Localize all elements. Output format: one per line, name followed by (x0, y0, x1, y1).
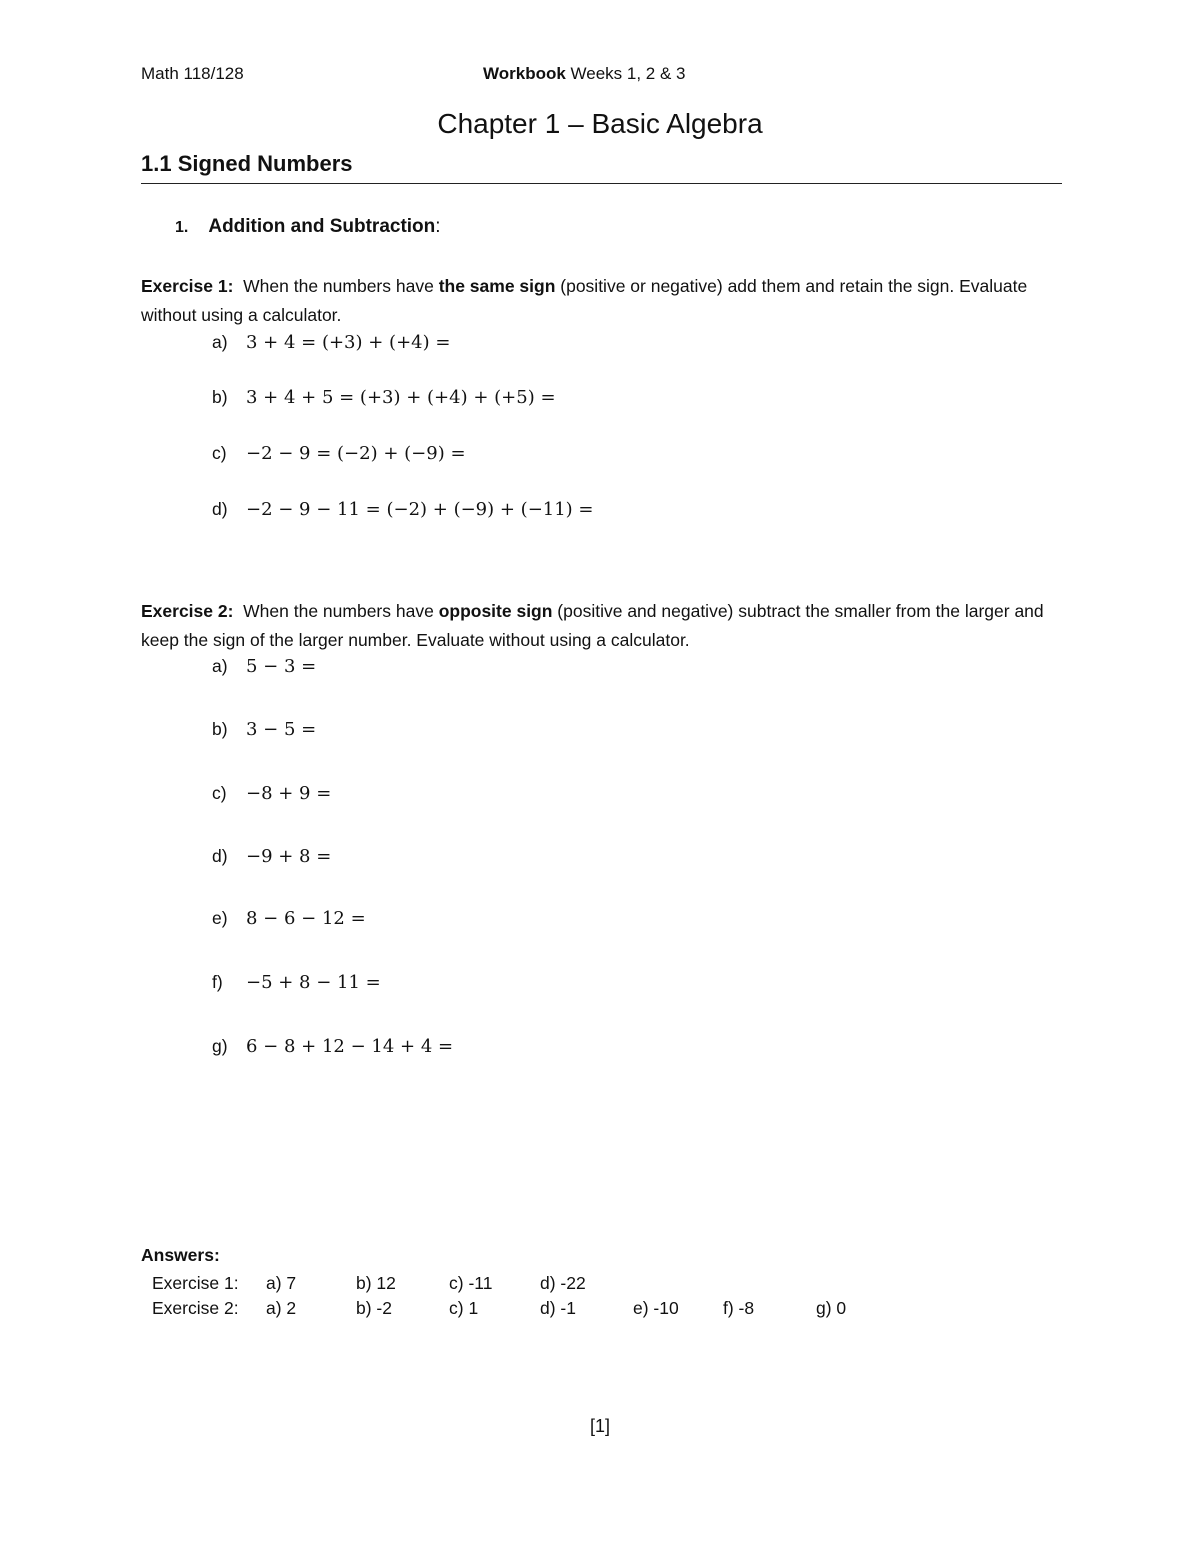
item-label: b) (212, 387, 228, 407)
exercise1-text-after: (positive or negative) add them and retain the sign. Evaluate without using a calculator. (141, 276, 1028, 325)
answer-value: e) -10 (633, 1298, 679, 1318)
item-label: e) (212, 908, 228, 928)
exercise1-label: Exercise 1: (141, 276, 234, 296)
answer-value: b) 12 (356, 1273, 396, 1293)
exercise1-item (212, 387, 556, 408)
exercise1-text-before: When the numbers have (233, 276, 439, 296)
subsection-heading (175, 216, 441, 238)
item-expression: 3 + 4 + 5 = (+3) + (+4) + (+5) = (246, 387, 556, 408)
header-title-rest: Weeks 1, 2 & 3 (565, 64, 686, 83)
item-label: f) (212, 972, 223, 992)
item-label: g) (212, 1036, 228, 1056)
exercise2-item (212, 972, 381, 993)
page-number: [1] (589, 1416, 610, 1436)
subsection-suffix: : (435, 216, 441, 237)
answer-value: a) 7 (266, 1273, 297, 1293)
item-expression: 6 − 8 + 12 − 14 + 4 = (246, 1036, 454, 1057)
section-rule (141, 183, 1062, 184)
item-label: a) (212, 656, 228, 676)
item-label: a) (212, 332, 228, 352)
exercise2-item (212, 1036, 453, 1057)
item-label: c) (212, 443, 227, 463)
section-title: 1.1 Signed Numbers (141, 151, 353, 176)
exercise2-text-after: (positive and negative) subtract the smaller from the larger and keep the sign of the larger number. Evaluate without using a calculator. (141, 601, 1044, 650)
item-expression: −9 + 8 = (246, 846, 332, 867)
exercise2-instructions (141, 597, 1071, 655)
item-expression: −2 − 9 = (−2) + (−9) = (246, 443, 466, 464)
answers-title: Answers: (141, 1245, 220, 1265)
exercise2-item (212, 656, 316, 677)
answer-value: d) -1 (540, 1298, 576, 1318)
subsection-number: 1. (175, 219, 189, 236)
answer-value: g) 0 (816, 1298, 847, 1318)
exercise2-text-before: When the numbers have (233, 601, 439, 621)
item-label: b) (212, 719, 228, 739)
item-expression: 3 + 4 = (+3) + (+4) = (246, 332, 451, 353)
answer-value: b) -2 (356, 1298, 392, 1318)
exercise1-item (212, 499, 594, 520)
item-expression: −8 + 9 = (246, 783, 332, 804)
answer-value: c) -11 (449, 1273, 493, 1293)
answers-row-label: Exercise 1: (152, 1273, 239, 1293)
exercise1-item (212, 332, 450, 353)
item-expression: 3 − 5 = (246, 719, 317, 740)
answer-value: a) 2 (266, 1298, 297, 1318)
header-title (483, 64, 686, 84)
header-course: Math 118/128 (141, 64, 244, 83)
exercise2-item (212, 783, 331, 804)
item-label: d) (212, 846, 228, 866)
exercise2-item (212, 908, 366, 929)
item-label: d) (212, 499, 228, 519)
item-expression: 8 − 6 − 12 = (246, 908, 366, 929)
exercise2-item (212, 846, 331, 867)
exercise2-bold-phrase: opposite sign (438, 601, 553, 621)
answers-row-label: Exercise 2: (152, 1298, 239, 1318)
exercise2-label: Exercise 2: (141, 601, 234, 621)
answer-value: f) -8 (723, 1298, 755, 1318)
exercise1-bold-phrase: the same sign (438, 276, 556, 296)
answer-value: c) 1 (449, 1298, 479, 1318)
answer-value: d) -22 (540, 1273, 586, 1293)
item-label: c) (212, 783, 227, 803)
subsection-title: Addition and Subtraction (208, 216, 436, 237)
header-title-bold: Workbook (483, 64, 566, 83)
item-expression: −5 + 8 − 11 = (246, 972, 381, 993)
chapter-title: Chapter 1 – Basic Algebra (437, 108, 763, 139)
item-expression: 5 − 3 = (246, 656, 317, 677)
exercise1-instructions (141, 272, 1071, 330)
exercise1-item (212, 443, 466, 464)
item-expression: −2 − 9 − 11 = (−2) + (−9) + (−11) = (246, 499, 594, 520)
exercise2-item (212, 719, 316, 740)
